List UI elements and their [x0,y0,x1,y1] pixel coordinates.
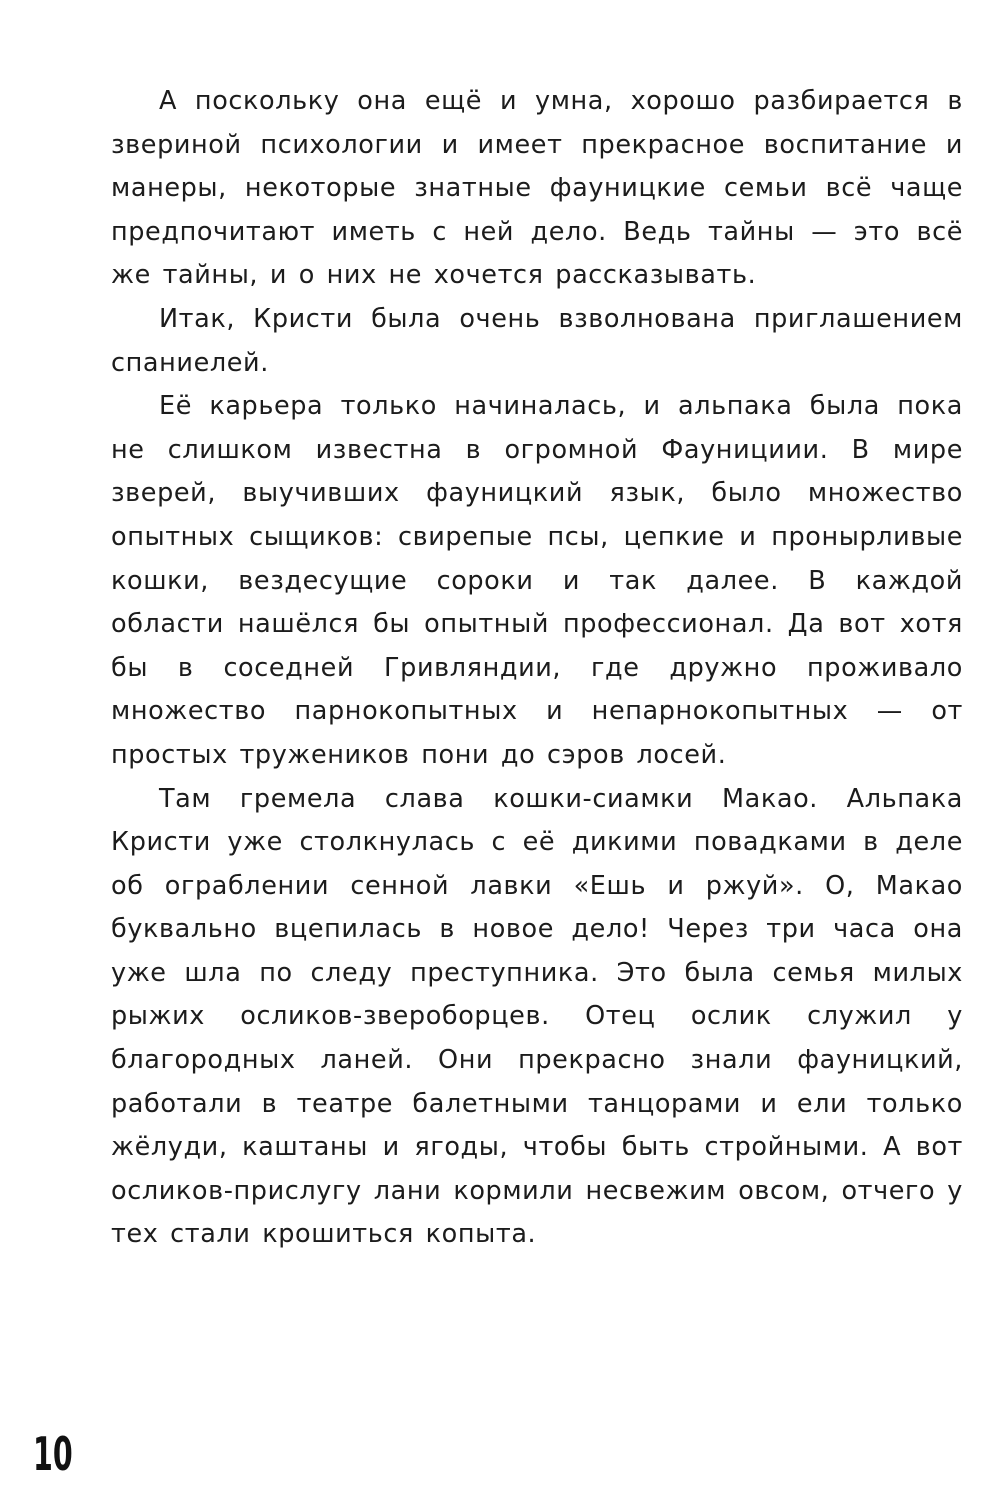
paragraph: Там гремела слава кошки-сиамки Макао. Альпака Кристи уже столкнулась с её дикими повадками в деле об ограблении сенной лавки «Ешь и ржуй». О, Макао буквально вцепилась в новое дело! Через три часа она уже шла по следу преступника. Это была семья милых рыжих осликов-звероборцев. Отец ослик служил у благородных ланей. Они прекрасно знали фауницкий, работали в театре балетными танцорами и ели только жёлуди, каштаны и ягоды, чтобы быть стройными. А вот осликов-прислугу лани кормили несвежим овсом, отчего у тех стали крошиться копыта. [111,783,963,1250]
paragraph: А поскольку она ещё и умна, хорошо разбирается в звериной психологии и имеет прекрасное воспитание и манеры, некоторые знатные фауницкие семьи всё чаще предпочитают иметь с ней дело. Ведь тайны — это всё же тайны, и о них не хочется рассказывать. [111,86,963,291]
page-number: 10 [33,1427,73,1481]
body-text [111,80,963,1257]
paragraph: Итак, Кристи была очень взволнована приглашением спаниелей. [111,303,963,378]
paragraph: Её карьера только начиналась, и альпака была пока не слишком известна в огромной Фаунициии. В мире зверей, выучивших фауницкий язык, было множество опытных сыщиков: свирепые псы, цепкие и пронырливые кошки, вездесущие сороки и так далее. В каждой области нашёлся бы опытный профессионал. Да вот хотя бы в соседней Гривляндии, где дружно проживало множество парнокопытных и непарнокопытных — от простых тружеников пони до сэров лосей. [111,391,963,770]
